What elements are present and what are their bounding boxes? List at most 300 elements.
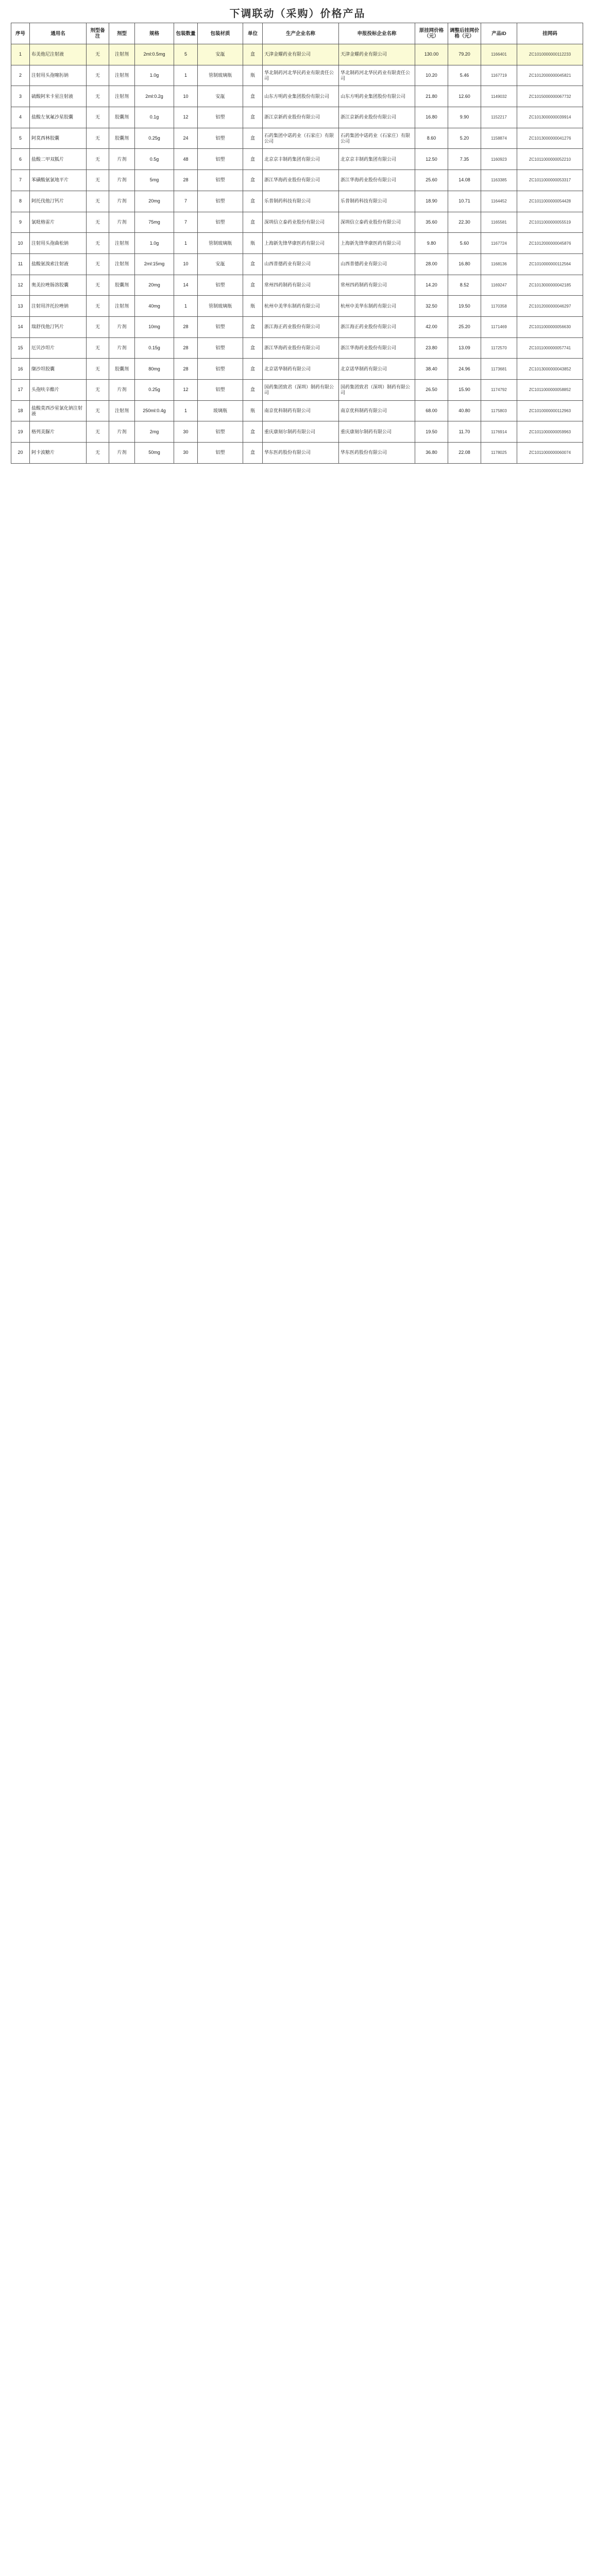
cell-qty: 1 xyxy=(174,400,198,421)
cell-name: 盐酸左氧氟沙星胶囊 xyxy=(30,107,87,128)
table-row xyxy=(11,253,583,275)
cell-bidder: 浙江京新药业股份有限公司 xyxy=(339,107,415,128)
cell-unit: 盒 xyxy=(243,149,263,170)
cell-unit: 盒 xyxy=(243,170,263,191)
cell-old: 21.80 xyxy=(415,86,448,107)
cell-spec: 1.0g xyxy=(135,233,174,254)
cell-note: 无 xyxy=(87,65,109,86)
cell-unit: 盒 xyxy=(243,253,263,275)
cell-new: 15.90 xyxy=(448,380,481,401)
cell-maker: 深圳信立泰药业股份有限公司 xyxy=(263,212,339,233)
table-row xyxy=(11,380,583,401)
cell-unit: 盒 xyxy=(243,107,263,128)
cell-spec: 5mg xyxy=(135,170,174,191)
cell-spec: 75mg xyxy=(135,212,174,233)
table-row xyxy=(11,233,583,254)
cell-pid: 1169247 xyxy=(481,275,517,296)
table-row xyxy=(11,275,583,296)
cell-pid: 1172570 xyxy=(481,337,517,359)
cell-note: 无 xyxy=(87,359,109,380)
cell-new: 5.60 xyxy=(448,233,481,254)
cell-qty: 24 xyxy=(174,128,198,149)
cell-new: 13.09 xyxy=(448,337,481,359)
cell-old: 36.80 xyxy=(415,443,448,464)
cell-note: 无 xyxy=(87,400,109,421)
cell-maker: 乐普制药科技有限公司 xyxy=(263,191,339,212)
cell-no: 11 xyxy=(11,253,30,275)
cell-pid: 1164452 xyxy=(481,191,517,212)
cell-bidder: 北京诺华制药有限公司 xyxy=(339,359,415,380)
cell-note: 无 xyxy=(87,316,109,337)
table-row xyxy=(11,44,583,65)
cell-spec: 0.1g xyxy=(135,107,174,128)
column-header: 单位 xyxy=(243,23,263,44)
column-header: 剂型 xyxy=(109,23,135,44)
cell-maker: 山东方明药业集团股份有限公司 xyxy=(263,86,339,107)
cell-pid: 1163385 xyxy=(481,170,517,191)
cell-code: ZC1013000000041276 xyxy=(517,128,583,149)
cell-new: 22.08 xyxy=(448,443,481,464)
cell-material: 铝塑 xyxy=(198,149,243,170)
cell-new: 7.35 xyxy=(448,149,481,170)
cell-qty: 30 xyxy=(174,443,198,464)
cell-unit: 盒 xyxy=(243,44,263,65)
table-row xyxy=(11,149,583,170)
cell-unit: 盒 xyxy=(243,443,263,464)
cell-material: 安瓿 xyxy=(198,253,243,275)
cell-material: 铝塑 xyxy=(198,359,243,380)
cell-spec: 2ml:0.2g xyxy=(135,86,174,107)
cell-form: 片剂 xyxy=(109,212,135,233)
cell-qty: 1 xyxy=(174,65,198,86)
cell-code: ZC1011000000057741 xyxy=(517,337,583,359)
cell-new: 5.20 xyxy=(448,128,481,149)
cell-form: 胶囊剂 xyxy=(109,128,135,149)
cell-unit: 盒 xyxy=(243,380,263,401)
column-header: 挂网码 xyxy=(517,23,583,44)
page-title: 下调联动（采购）价格产品 xyxy=(229,8,366,20)
cell-bidder: 山西普德药业有限公司 xyxy=(339,253,415,275)
cell-new: 19.50 xyxy=(448,296,481,317)
cell-bidder: 山东方明药业集团股份有限公司 xyxy=(339,86,415,107)
cell-code: ZC1011000000053317 xyxy=(517,170,583,191)
cell-maker: 浙江华海药业股份有限公司 xyxy=(263,337,339,359)
cell-material: 铝塑 xyxy=(198,107,243,128)
cell-form: 片剂 xyxy=(109,170,135,191)
cell-qty: 7 xyxy=(174,191,198,212)
column-header: 剂型备注 xyxy=(87,23,109,44)
cell-maker: 国药集团致君（深圳）制药有限公司 xyxy=(263,380,339,401)
cell-new: 5.46 xyxy=(448,65,481,86)
cell-spec: 250ml:0.4g xyxy=(135,400,174,421)
cell-pid: 1167719 xyxy=(481,65,517,86)
cell-name: 布美他尼注射液 xyxy=(30,44,87,65)
cell-pid: 1178025 xyxy=(481,443,517,464)
cell-code: ZC1010000000112233 xyxy=(517,44,583,65)
cell-qty: 28 xyxy=(174,359,198,380)
cell-qty: 10 xyxy=(174,86,198,107)
cell-spec: 2ml:0.5mg xyxy=(135,44,174,65)
cell-pid: 1152217 xyxy=(481,107,517,128)
cell-name: 格列美脲片 xyxy=(30,421,87,443)
table-row xyxy=(11,191,583,212)
cell-new: 25.20 xyxy=(448,316,481,337)
cell-spec: 0.25g xyxy=(135,128,174,149)
cell-no: 13 xyxy=(11,296,30,317)
cell-unit: 盒 xyxy=(243,316,263,337)
cell-bidder: 浙江华海药业股份有限公司 xyxy=(339,170,415,191)
cell-material: 铝塑 xyxy=(198,170,243,191)
cell-maker: 杭州中美华东制药有限公司 xyxy=(263,296,339,317)
cell-pid: 1170358 xyxy=(481,296,517,317)
cell-qty: 14 xyxy=(174,275,198,296)
cell-maker: 浙江海正药业股份有限公司 xyxy=(263,316,339,337)
cell-old: 42.00 xyxy=(415,316,448,337)
cell-spec: 20mg xyxy=(135,275,174,296)
cell-form: 注射剂 xyxy=(109,296,135,317)
cell-form: 片剂 xyxy=(109,149,135,170)
cell-new: 12.60 xyxy=(448,86,481,107)
cell-maker: 浙江华海药业股份有限公司 xyxy=(263,170,339,191)
cell-no: 9 xyxy=(11,212,30,233)
cell-note: 无 xyxy=(87,253,109,275)
cell-material: 铝塑 xyxy=(198,191,243,212)
cell-note: 无 xyxy=(87,275,109,296)
cell-name: 阿卡波糖片 xyxy=(30,443,87,464)
cell-code: ZC1013000000043852 xyxy=(517,359,583,380)
cell-code: ZC1011000000055519 xyxy=(517,212,583,233)
cell-old: 19.50 xyxy=(415,421,448,443)
cell-code: ZC1011000000054428 xyxy=(517,191,583,212)
cell-unit: 瓶 xyxy=(243,400,263,421)
cell-material: 安瓿 xyxy=(198,44,243,65)
cell-no: 16 xyxy=(11,359,30,380)
cell-code: ZC1012000000045821 xyxy=(517,65,583,86)
cell-bidder: 南京优科制药有限公司 xyxy=(339,400,415,421)
column-header: 包装材质 xyxy=(198,23,243,44)
table-row xyxy=(11,65,583,86)
cell-name: 注射用头孢噻肟钠 xyxy=(30,65,87,86)
cell-name: 苯磺酸氨氯地平片 xyxy=(30,170,87,191)
cell-material: 铝塑 xyxy=(198,128,243,149)
cell-unit: 盒 xyxy=(243,421,263,443)
cell-note: 无 xyxy=(87,443,109,464)
table-row xyxy=(11,421,583,443)
cell-form: 片剂 xyxy=(109,421,135,443)
column-header: 申报投标企业名称 xyxy=(339,23,415,44)
cell-old: 28.00 xyxy=(415,253,448,275)
cell-pid: 1171469 xyxy=(481,316,517,337)
cell-maker: 北京诺华制药有限公司 xyxy=(263,359,339,380)
cell-bidder: 华北制药河北华民药业有限责任公司 xyxy=(339,65,415,86)
cell-unit: 盒 xyxy=(243,337,263,359)
cell-form: 注射剂 xyxy=(109,233,135,254)
cell-no: 14 xyxy=(11,316,30,337)
cell-name: 奥美拉唑肠溶胶囊 xyxy=(30,275,87,296)
cell-bidder: 乐普制药科技有限公司 xyxy=(339,191,415,212)
cell-old: 9.80 xyxy=(415,233,448,254)
cell-no: 5 xyxy=(11,128,30,149)
cell-old: 25.60 xyxy=(415,170,448,191)
cell-qty: 28 xyxy=(174,337,198,359)
cell-bidder: 北京京丰制药集团有限公司 xyxy=(339,149,415,170)
cell-material: 管制玻璃瓶 xyxy=(198,65,243,86)
cell-note: 无 xyxy=(87,86,109,107)
cell-pid: 1166401 xyxy=(481,44,517,65)
cell-name: 瑞舒伐他汀钙片 xyxy=(30,316,87,337)
table-row xyxy=(11,212,583,233)
cell-spec: 40mg xyxy=(135,296,174,317)
cell-material: 铝塑 xyxy=(198,380,243,401)
cell-spec: 2ml:15mg xyxy=(135,253,174,275)
column-header: 通用名 xyxy=(30,23,87,44)
cell-qty: 5 xyxy=(174,44,198,65)
cell-code: ZC1010000000112564 xyxy=(517,253,583,275)
cell-material: 管制玻璃瓶 xyxy=(198,296,243,317)
cell-no: 3 xyxy=(11,86,30,107)
cell-form: 注射剂 xyxy=(109,400,135,421)
cell-spec: 2mg xyxy=(135,421,174,443)
cell-no: 4 xyxy=(11,107,30,128)
cell-maker: 南京优科制药有限公司 xyxy=(263,400,339,421)
cell-no: 20 xyxy=(11,443,30,464)
cell-note: 无 xyxy=(87,44,109,65)
cell-form: 片剂 xyxy=(109,316,135,337)
cell-pid: 1176914 xyxy=(481,421,517,443)
cell-unit: 盒 xyxy=(243,128,263,149)
cell-qty: 12 xyxy=(174,380,198,401)
cell-note: 无 xyxy=(87,107,109,128)
price-table xyxy=(11,23,583,464)
cell-bidder: 重庆康刻尔制药有限公司 xyxy=(339,421,415,443)
cell-unit: 瓶 xyxy=(243,296,263,317)
cell-name: 缬沙坦胶囊 xyxy=(30,359,87,380)
cell-spec: 0.5g xyxy=(135,149,174,170)
cell-qty: 1 xyxy=(174,233,198,254)
column-header: 原挂网价格（元） xyxy=(415,23,448,44)
cell-form: 胶囊剂 xyxy=(109,359,135,380)
cell-no: 18 xyxy=(11,400,30,421)
cell-spec: 10mg xyxy=(135,316,174,337)
cell-unit: 盒 xyxy=(243,86,263,107)
cell-no: 6 xyxy=(11,149,30,170)
cell-no: 19 xyxy=(11,421,30,443)
cell-qty: 28 xyxy=(174,170,198,191)
cell-no: 1 xyxy=(11,44,30,65)
cell-no: 2 xyxy=(11,65,30,86)
cell-unit: 盒 xyxy=(243,212,263,233)
cell-form: 注射剂 xyxy=(109,86,135,107)
cell-old: 23.80 xyxy=(415,337,448,359)
table-row xyxy=(11,400,583,421)
cell-unit: 瓶 xyxy=(243,65,263,86)
cell-maker: 上海新先锋华康医药有限公司 xyxy=(263,233,339,254)
table-row xyxy=(11,316,583,337)
cell-bidder: 国药集团致君（深圳）制药有限公司 xyxy=(339,380,415,401)
cell-new: 8.52 xyxy=(448,275,481,296)
column-header: 调整后挂网价格（元） xyxy=(448,23,481,44)
cell-maker: 天津金耀药业有限公司 xyxy=(263,44,339,65)
cell-form: 注射剂 xyxy=(109,253,135,275)
cell-old: 26.50 xyxy=(415,380,448,401)
cell-old: 12.50 xyxy=(415,149,448,170)
cell-old: 32.50 xyxy=(415,296,448,317)
cell-form: 注射剂 xyxy=(109,65,135,86)
cell-new: 16.80 xyxy=(448,253,481,275)
cell-new: 14.08 xyxy=(448,170,481,191)
cell-pid: 1173681 xyxy=(481,359,517,380)
cell-note: 无 xyxy=(87,128,109,149)
cell-no: 15 xyxy=(11,337,30,359)
cell-qty: 30 xyxy=(174,421,198,443)
cell-form: 胶囊剂 xyxy=(109,107,135,128)
cell-unit: 盒 xyxy=(243,275,263,296)
cell-maker: 浙江京新药业股份有限公司 xyxy=(263,107,339,128)
cell-new: 22.30 xyxy=(448,212,481,233)
cell-unit: 盒 xyxy=(243,191,263,212)
cell-note: 无 xyxy=(87,212,109,233)
cell-material: 玻璃瓶 xyxy=(198,400,243,421)
column-header: 规格 xyxy=(135,23,174,44)
cell-code: ZC1011000000059963 xyxy=(517,421,583,443)
cell-new: 9.90 xyxy=(448,107,481,128)
cell-spec: 20mg xyxy=(135,191,174,212)
table-row xyxy=(11,296,583,317)
cell-pid: 1175803 xyxy=(481,400,517,421)
cell-name: 注射用头孢曲松钠 xyxy=(30,233,87,254)
table-row xyxy=(11,337,583,359)
cell-name: 硫酸阿米卡星注射液 xyxy=(30,86,87,107)
cell-qty: 28 xyxy=(174,316,198,337)
table-row xyxy=(11,107,583,128)
cell-bidder: 华东医药股份有限公司 xyxy=(339,443,415,464)
cell-new: 24.96 xyxy=(448,359,481,380)
cell-maker: 常州四药制药有限公司 xyxy=(263,275,339,296)
cell-code: ZC1013000000042185 xyxy=(517,275,583,296)
cell-material: 铝塑 xyxy=(198,275,243,296)
cell-bidder: 天津金耀药业有限公司 xyxy=(339,44,415,65)
cell-old: 16.80 xyxy=(415,107,448,128)
cell-bidder: 杭州中美华东制药有限公司 xyxy=(339,296,415,317)
cell-code: ZC1013000000039914 xyxy=(517,107,583,128)
table-row xyxy=(11,443,583,464)
cell-spec: 0.15g xyxy=(135,337,174,359)
cell-name: 盐酸氨溴索注射液 xyxy=(30,253,87,275)
cell-maker: 北京京丰制药集团有限公司 xyxy=(263,149,339,170)
cell-spec: 1.0g xyxy=(135,65,174,86)
cell-no: 10 xyxy=(11,233,30,254)
column-header: 产品ID xyxy=(481,23,517,44)
table-header-row xyxy=(11,23,583,44)
cell-pid: 1149032 xyxy=(481,86,517,107)
cell-material: 铝塑 xyxy=(198,316,243,337)
cell-code: ZC1012000000046297 xyxy=(517,296,583,317)
table-body xyxy=(11,44,583,464)
cell-name: 盐酸莫西沙星氯化钠注射液 xyxy=(30,400,87,421)
cell-new: 40.80 xyxy=(448,400,481,421)
cell-form: 片剂 xyxy=(109,380,135,401)
cell-form: 胶囊剂 xyxy=(109,275,135,296)
column-header: 序号 xyxy=(11,23,30,44)
cell-name: 阿托伐他汀钙片 xyxy=(30,191,87,212)
cell-old: 35.60 xyxy=(415,212,448,233)
cell-material: 铝塑 xyxy=(198,443,243,464)
cell-form: 片剂 xyxy=(109,191,135,212)
cell-old: 14.20 xyxy=(415,275,448,296)
cell-bidder: 常州四药制药有限公司 xyxy=(339,275,415,296)
cell-spec: 50mg xyxy=(135,443,174,464)
cell-code: ZC1011000000052210 xyxy=(517,149,583,170)
cell-note: 无 xyxy=(87,233,109,254)
cell-note: 无 xyxy=(87,191,109,212)
cell-pid: 1168136 xyxy=(481,253,517,275)
cell-qty: 48 xyxy=(174,149,198,170)
cell-bidder: 上海新先锋华康医药有限公司 xyxy=(339,233,415,254)
column-header: 包装数量 xyxy=(174,23,198,44)
table-row xyxy=(11,128,583,149)
cell-no: 8 xyxy=(11,191,30,212)
cell-form: 片剂 xyxy=(109,337,135,359)
column-header: 生产企业名称 xyxy=(263,23,339,44)
cell-note: 无 xyxy=(87,170,109,191)
cell-old: 68.00 xyxy=(415,400,448,421)
cell-unit: 盒 xyxy=(243,359,263,380)
cell-old: 38.40 xyxy=(415,359,448,380)
cell-spec: 80mg xyxy=(135,359,174,380)
cell-qty: 1 xyxy=(174,296,198,317)
cell-material: 管制玻璃瓶 xyxy=(198,233,243,254)
cell-material: 安瓿 xyxy=(198,86,243,107)
price-table-container xyxy=(11,23,583,464)
cell-code: ZC1011000000058852 xyxy=(517,380,583,401)
cell-new: 11.70 xyxy=(448,421,481,443)
cell-form: 片剂 xyxy=(109,443,135,464)
cell-code: ZC1010000000112963 xyxy=(517,400,583,421)
cell-maker: 山西普德药业有限公司 xyxy=(263,253,339,275)
cell-name: 头孢呋辛酯片 xyxy=(30,380,87,401)
cell-qty: 12 xyxy=(174,107,198,128)
cell-no: 12 xyxy=(11,275,30,296)
cell-material: 铝塑 xyxy=(198,212,243,233)
cell-no: 17 xyxy=(11,380,30,401)
cell-new: 10.71 xyxy=(448,191,481,212)
cell-note: 无 xyxy=(87,149,109,170)
cell-note: 无 xyxy=(87,421,109,443)
cell-qty: 10 xyxy=(174,253,198,275)
cell-pid: 1160923 xyxy=(481,149,517,170)
cell-material: 铝塑 xyxy=(198,421,243,443)
cell-note: 无 xyxy=(87,380,109,401)
cell-bidder: 深圳信立泰药业股份有限公司 xyxy=(339,212,415,233)
cell-code: ZC1011000000056630 xyxy=(517,316,583,337)
cell-old: 10.20 xyxy=(415,65,448,86)
cell-name: 盐酸二甲双胍片 xyxy=(30,149,87,170)
cell-name: 阿莫西林胶囊 xyxy=(30,128,87,149)
cell-form: 注射剂 xyxy=(109,44,135,65)
cell-maker: 华东医药股份有限公司 xyxy=(263,443,339,464)
cell-pid: 1167724 xyxy=(481,233,517,254)
cell-maker: 重庆康刻尔制药有限公司 xyxy=(263,421,339,443)
cell-name: 注射用泮托拉唑钠 xyxy=(30,296,87,317)
cell-maker: 石药集团中诺药业（石家庄）有限公司 xyxy=(263,128,339,149)
cell-maker: 华北制药河北华民药业有限责任公司 xyxy=(263,65,339,86)
cell-name: 氯吡格雷片 xyxy=(30,212,87,233)
cell-old: 130.00 xyxy=(415,44,448,65)
cell-pid: 1174792 xyxy=(481,380,517,401)
table-row xyxy=(11,359,583,380)
cell-name: 厄贝沙坦片 xyxy=(30,337,87,359)
cell-no: 7 xyxy=(11,170,30,191)
